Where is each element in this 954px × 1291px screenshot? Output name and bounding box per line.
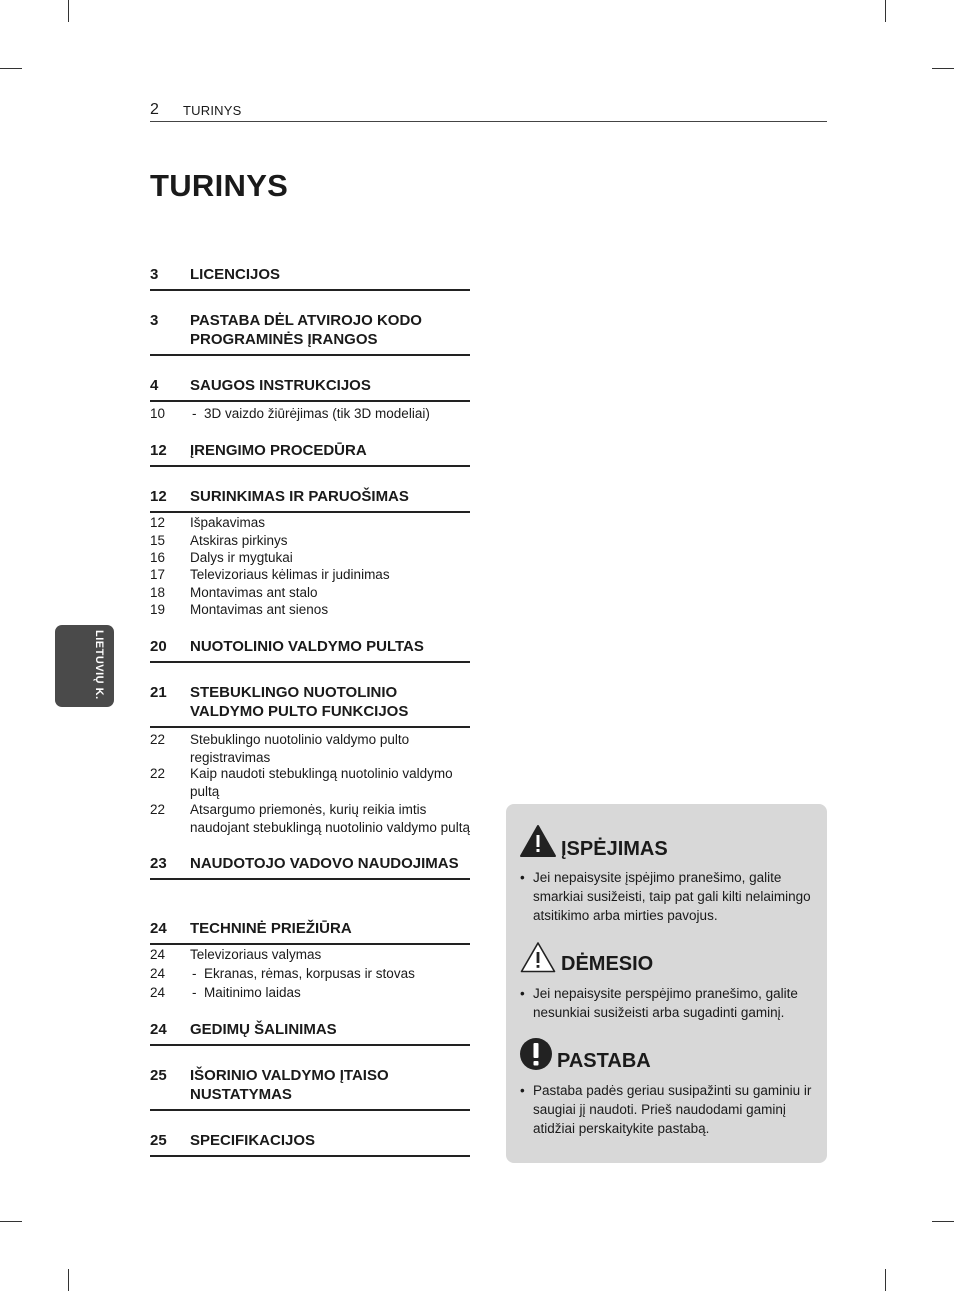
bullet: • (520, 986, 525, 1001)
crop-mark (0, 1221, 22, 1222)
running-header: TURINYS (183, 103, 242, 118)
caution-heading: DĖMESIO (561, 953, 654, 975)
toc-section[interactable] (150, 441, 470, 467)
caution-text (520, 984, 820, 1022)
toc-section-title: GEDIMŲ ŠALINIMAS (190, 1021, 337, 1038)
toc-subsection-title: Televizoriaus kėlimas ir judinimas (190, 567, 390, 582)
toc-subsection[interactable] (150, 765, 480, 800)
warning-text (520, 868, 820, 925)
toc-page-number: 24 (150, 1021, 167, 1038)
warning-text-body: Jei nepaisysite įspėjimo pranešimo, galite smarkiai susižeisti, taip pat gali kilti nelaimingo atsitikimo arba mirties pavojus. (533, 870, 811, 923)
toc-page-number: 22 (150, 802, 166, 817)
toc-page-number: 16 (150, 550, 166, 565)
page-number: 2 (150, 101, 159, 118)
toc-page-number: 25 (150, 1067, 167, 1084)
toc-subsection-title: - Ekranas, rėmas, korpusas ir stovas (192, 965, 480, 983)
toc-page-number: 23 (150, 855, 167, 872)
header-rule (150, 121, 827, 122)
toc-section[interactable] (150, 1131, 470, 1157)
safety-notice-box (506, 804, 827, 1163)
toc-section-title: SPECIFIKACIJOS (190, 1132, 316, 1149)
toc-page-number: 21 (150, 684, 167, 701)
toc-section[interactable] (150, 487, 470, 513)
toc-page-number: 18 (150, 585, 166, 600)
toc-subsection[interactable] (150, 801, 480, 836)
toc-section-title: NAUDOTOJO VADOVO NAUDOJIMAS (190, 855, 459, 872)
toc-subsection-title: Atskiras pirkinys (190, 533, 288, 548)
toc-page-number: 12 (150, 442, 167, 459)
toc-section[interactable] (150, 265, 470, 291)
toc-section[interactable] (150, 683, 470, 728)
toc-page-number: 24 (150, 947, 166, 962)
toc-page-number: 17 (150, 567, 166, 582)
crop-mark (932, 1221, 954, 1222)
toc-subsection[interactable] (150, 549, 480, 567)
crop-mark (932, 68, 954, 69)
exclamation-circle-icon (519, 1037, 553, 1071)
toc-subsection-title: Atsargumo priemonės, kurių reikia imtis naudojant stebuklingą nuotolinio valdymo pultą (190, 802, 470, 835)
toc-subsection[interactable] (150, 532, 480, 550)
crop-mark (885, 0, 886, 22)
toc-page-number: 24 (150, 966, 166, 981)
crop-mark (0, 68, 22, 69)
toc-subsection-title: Išpakavimas (190, 515, 266, 530)
toc-section-title: PASTABA DĖL ATVIROJO KODO PROGRAMINĖS ĮRANGOS (190, 312, 422, 348)
toc-page-number: 12 (150, 488, 167, 505)
toc-subsection[interactable] (150, 601, 480, 619)
toc-page-number: 15 (150, 533, 166, 548)
toc-page-number: 24 (150, 985, 166, 1000)
toc-page-number: 4 (150, 377, 159, 394)
toc-section-title: STEBUKLINGO NUOTOLINIO VALDYMO PULTO FUNKCIJOS (190, 684, 409, 720)
toc-subsection-title: Montavimas ant sienos (190, 602, 329, 617)
toc-subsection[interactable] (150, 965, 480, 983)
note-heading: PASTABA (557, 1050, 651, 1072)
toc-page-number: 19 (150, 602, 166, 617)
toc-subsection[interactable] (150, 584, 480, 602)
toc-page-number: 25 (150, 1132, 167, 1149)
toc-section[interactable] (150, 376, 470, 402)
toc-subsection-title: - Maitinimo laidas (192, 984, 480, 1002)
toc-page-number: 20 (150, 638, 167, 655)
toc-section-title: TECHNINĖ PRIEŽIŪRA (190, 920, 352, 937)
toc-subsection-title: - 3D vaizdo žiūrėjimas (tik 3D modeliai) (192, 405, 480, 423)
toc-page-number: 3 (150, 312, 159, 329)
language-side-tab-label: LIETUVIŲ K. (93, 630, 105, 700)
crop-mark (68, 1269, 69, 1291)
warning-heading: ĮSPĖJIMAS (561, 838, 668, 860)
toc-subsection[interactable] (150, 514, 480, 532)
toc-subsection-title: Kaip naudoti stebuklingą nuotolinio valdymo pultą (190, 766, 453, 799)
page-title: TURINYS (150, 168, 289, 203)
toc-section[interactable] (150, 854, 470, 880)
toc-subsection-title: Stebuklingo nuotolinio valdymo pulto registravimas (190, 732, 410, 765)
caution-triangle-outline-icon (519, 940, 557, 974)
toc-subsection[interactable] (150, 566, 480, 584)
toc-section[interactable] (150, 1020, 470, 1046)
toc-subsection[interactable] (150, 405, 480, 423)
caution-text-body: Jei nepaisysite perspėjimo pranešimo, galite nesunkiai susižeisti arba sugadinti gaminį. (533, 986, 798, 1020)
toc-section[interactable] (150, 1066, 470, 1111)
note-text-body: Pastaba padės geriau susipažinti su gaminiu ir saugiai jį naudoti. Prieš naudodami gaminį atidžiai perskaitykite pastabą. (533, 1083, 812, 1136)
toc-subsection[interactable] (150, 731, 480, 766)
toc-subsection-title: Televizoriaus valymas (190, 947, 322, 962)
toc-section-title: IŠORINIO VALDYMO ĮTAISO NUSTATYMAS (190, 1067, 389, 1103)
bullet: • (520, 870, 525, 885)
toc-section[interactable] (150, 637, 470, 663)
crop-mark (68, 0, 69, 22)
crop-mark (885, 1269, 886, 1291)
note-text (520, 1081, 820, 1138)
toc-section-title: SAUGOS INSTRUKCIJOS (190, 377, 371, 394)
warning-triangle-filled-icon (519, 824, 557, 858)
toc-section[interactable] (150, 311, 470, 356)
language-side-tab (55, 625, 114, 707)
toc-section[interactable] (150, 919, 470, 945)
toc-page-number: 12 (150, 515, 166, 530)
toc-section-title: ĮRENGIMO PROCEDŪRA (190, 442, 367, 459)
toc-section-title: NUOTOLINIO VALDYMO PULTAS (190, 638, 424, 655)
toc-subsection[interactable] (150, 984, 480, 1002)
toc-subsection-title: Montavimas ant stalo (190, 585, 318, 600)
toc-section-title: LICENCIJOS (190, 266, 281, 283)
toc-page-number: 22 (150, 732, 166, 747)
toc-section-title: SURINKIMAS IR PARUOŠIMAS (190, 488, 409, 505)
toc-page-number: 3 (150, 266, 159, 283)
toc-page-number: 24 (150, 920, 167, 937)
toc-subsection-title: Dalys ir mygtukai (190, 550, 293, 565)
bullet: • (520, 1083, 525, 1098)
toc-subsection[interactable] (150, 946, 480, 964)
toc-page-number: 10 (150, 406, 166, 421)
toc-page-number: 22 (150, 766, 166, 781)
